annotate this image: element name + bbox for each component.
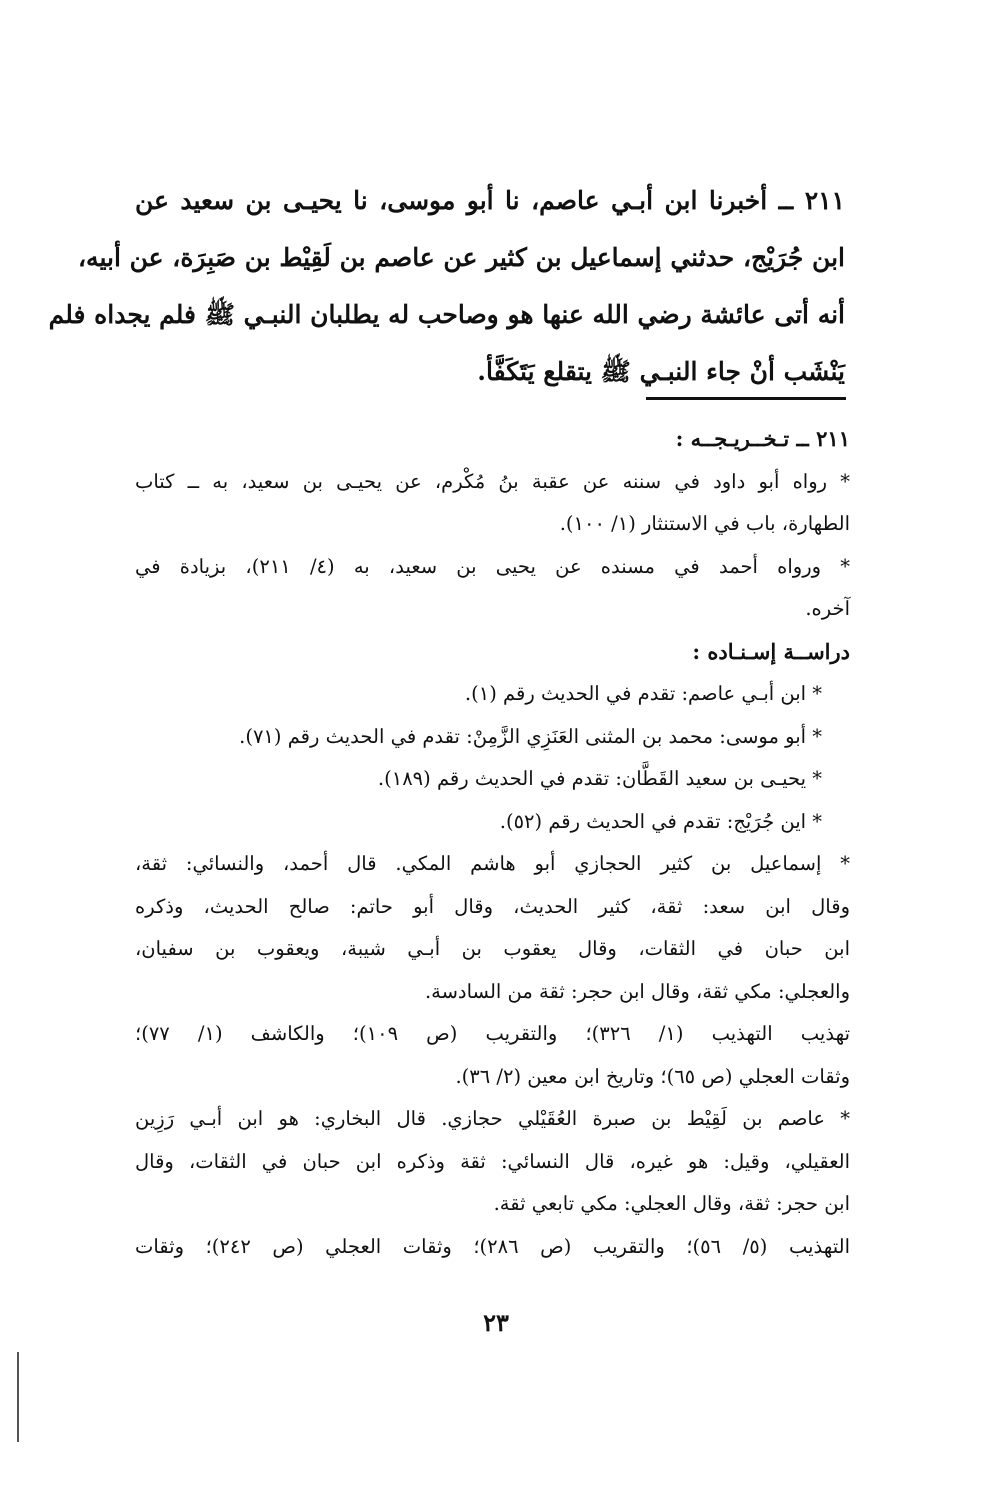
note-line: التهذيب (٥/ ٥٦)؛ والتقريب (ص ٢٨٦)؛ وثقات العجلي (ص ٢٤٢)؛ وثقات: [135, 1234, 850, 1258]
note-line: * إسماعيل بن كثير الحجازي أبو هاشم المكي. قال أحمد، والنسائي: ثقة،: [135, 852, 850, 875]
scan-edge-line: [17, 1352, 19, 1442]
note-line: الطهارة، باب في الاستنثار (١/ ١٠٠).: [559, 512, 850, 535]
note-line: تهذيب التهذيب (١/ ٣٢٦)؛ والتقريب (ص ١٠٩)؛ والكاشف (١/ ٧٧)؛: [135, 1022, 850, 1045]
isnad-heading: دراســة إسـنـاده :: [692, 638, 850, 664]
note-line: وثقات العجلي (ص ٦٥)؛ وتاريخ ابن معين (٢/ ٣٦).: [455, 1064, 850, 1088]
hadith-text: [48, 172, 845, 400]
note-line: * أبو موسى: محمد بن المثنى العَنَزِي الزَّمِنْ: تقدم في الحديث رقم (٧١).: [239, 724, 822, 748]
hadith-line: ابن جُرَيْج، حدثني إسماعيل بن كثير عن عاصم بن لَقِيْط بن صَبِرَة، عن أبيه،: [77, 243, 845, 272]
note-line: والعجلي: مكي ثقة، وقال ابن حجر: ثقة من السادسة.: [424, 979, 850, 1003]
hadith-line: أنه أتى عائشة رضي الله عنها هو وصاحب له يطلبان النبـي ﷺ فلم يجداه فلم: [48, 300, 845, 329]
note-line: ابن حجر: ثقة، وقال العجلي: مكي تابعي ثقة.: [493, 1192, 850, 1215]
note-line: آخره.: [805, 597, 850, 620]
hadith-line: ٢١١ ــ أخبرنا ابن أبـي عاصم، نا أبو موسى، نا يحيـى بن سعيد عن: [135, 186, 845, 215]
note-line: * ورواه أحمد في مسنده عن يحيى بن سعيد، به (٤/ ٢١١)، بزيادة في: [135, 554, 850, 578]
footnotes: [135, 418, 850, 1268]
note-line: * يحيـى بن سعيد القَطَّان: تقدم في الحديث رقم (١٨٩).: [377, 767, 822, 790]
note-line: * عاصم بن لَقِيْط بن صبرة العُقَيْلي حجازي. قال البخاري: هو ابن أبـي رَزِين: [135, 1107, 850, 1130]
note-line: ابن حبان في الثقات، وقال يعقوب بن أبـي شيبة، ويعقوب بن سفيان،: [135, 937, 850, 960]
note-line: * ابن أبـي عاصم: تقدم في الحديث رقم (١).: [464, 682, 822, 705]
page-number: ٢٣: [483, 1308, 509, 1337]
note-line: وقال ابن سعد: ثقة، كثير الحديث، وقال أبو حاتم: صالح الحديث، وذكره: [135, 894, 850, 918]
footnote-divider: [646, 397, 846, 400]
note-line: العقيلي، وقيل: هو غيره، قال النسائي: ثقة وذكره ابن حبان في الثقات، وقال: [135, 1149, 850, 1173]
note-line: * اين جُرَيْج: تقدم في الحديث رقم (٥٢).: [499, 809, 822, 833]
takhrij-heading: ٢١١ ــ تـخــريـجــه :: [675, 426, 850, 451]
note-line: * رواه أبو داود في سننه عن عقبة بنُ مُكْرم، عن يحيـى بن سعيد، به ــ كتاب: [135, 469, 850, 493]
hadith-line: يَنْشَب أنْ جاء النبـي ﷺ يتقلع يَتَكَفَّأ.: [477, 357, 845, 386]
